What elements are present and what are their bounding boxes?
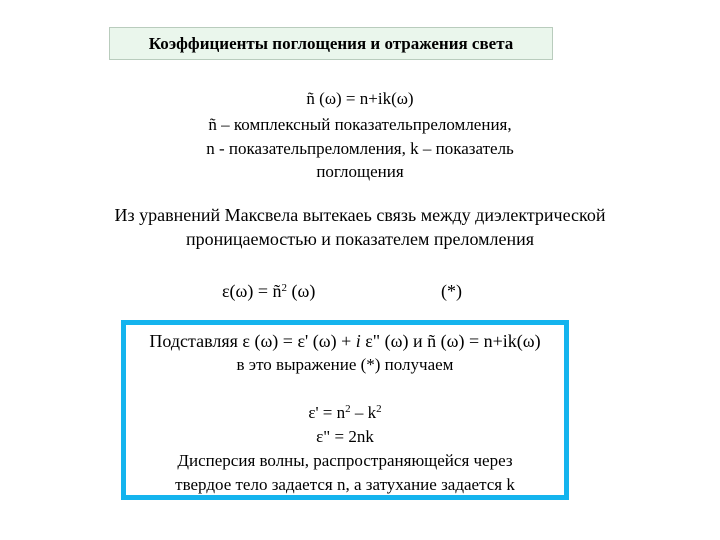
substitution-line xyxy=(126,330,564,352)
definition-line-3: поглощения xyxy=(316,162,404,181)
substitution-line-2: в это выражение (*) получаем xyxy=(236,355,454,374)
equation-tag: (*) xyxy=(441,281,462,301)
complex-index-formula: ñ (ω) = n+ik(ω) xyxy=(306,89,414,108)
relation-exponent: 2 xyxy=(281,282,288,294)
result-box xyxy=(121,320,569,500)
real-part-equation xyxy=(126,402,564,424)
maxwell-line-1: Из уравнений Максвела вытекаеь связь между диэлектрической xyxy=(114,205,606,225)
definition-line-1: ñ – комплексный показательпреломления, xyxy=(208,115,512,134)
substitution-part-a: Подставляя ε (ω) = ε' (ω) + xyxy=(149,331,356,351)
maxwell-line-2: проницаемостью и показателем преломления xyxy=(185,229,535,249)
permittivity-relation xyxy=(222,280,315,302)
relation-left: ε(ω) = ñ xyxy=(222,281,282,301)
imaginary-part-equation: ε" = 2nk xyxy=(316,427,374,446)
slide-title: Коэффициенты поглощения и отражения света xyxy=(109,27,553,60)
eq1-exponent-2: 2 xyxy=(376,403,382,415)
dispersion-line-1: Дисперсия волны, распространяющейся через xyxy=(177,451,513,470)
imaginary-unit: i xyxy=(355,331,361,351)
relation-right: (ω) xyxy=(287,281,316,301)
dispersion-line-2: твердое тело задается n, а затухание задается k xyxy=(175,475,515,494)
substitution-part-b: ε" (ω) и ñ (ω) = n+ik(ω) xyxy=(360,331,541,351)
definition-line-2: n - показательпреломления, k – показатель xyxy=(206,139,514,158)
eq1-part-b: – k xyxy=(350,403,377,422)
eq1-part-a: ε' = n xyxy=(308,403,346,422)
eq1-exponent-1: 2 xyxy=(345,403,351,415)
